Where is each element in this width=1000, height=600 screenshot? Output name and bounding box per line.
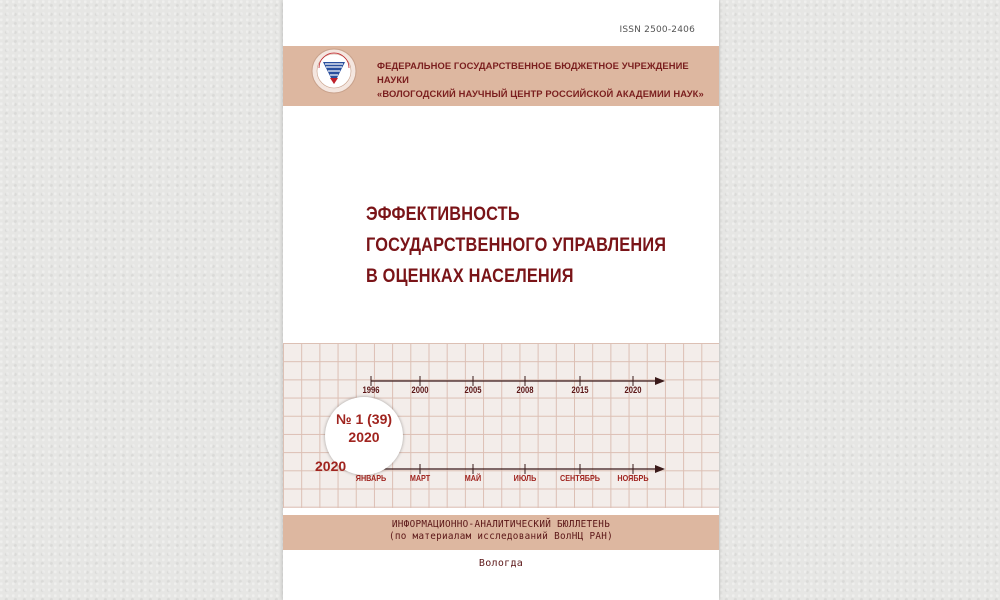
bulletin-line-1: ИНФОРМАЦИОННО-АНАЛИТИЧЕСКИЙ БЮЛЛЕТЕНЬ [391,519,611,530]
year-label: 2008 [516,385,534,395]
journal-cover [283,0,719,600]
bulletin-line-2: (по материалам исследований ВолНЦ РАН) [388,531,614,542]
organization-logo [311,48,357,94]
organization-name [377,59,707,101]
year-label: 2020 [624,385,642,395]
years-axis-arrow [655,377,665,385]
bulletin-type [283,519,719,543]
month-label: СЕНТЯБРЬ [560,473,600,483]
organization-line-1: ФЕДЕРАЛЬНОЕ ГОСУДАРСТВЕННОЕ БЮДЖЕТНОЕ УЧРЕЖДЕНИЕ НАУКИ [377,60,689,85]
title-line-1: ЭФФЕКТИВНОСТЬ [366,204,520,225]
month-label: НОЯБРЬ [617,473,649,483]
year-label: 2000 [411,385,429,395]
issue-number: № 1 (39) [335,411,393,427]
month-label: МАРТ [409,473,431,483]
timeline-current-year: 2020 [315,458,347,474]
year-label: 2015 [571,385,589,395]
month-label: МАЙ [464,473,482,483]
month-label: ИЮЛЬ [513,473,537,483]
title-line-2: ГОСУДАРСТВЕННОГО УПРАВЛЕНИЯ [366,235,667,256]
title-line-3: В ОЦЕНКАХ НАСЕЛЕНИЯ [366,266,574,287]
month-label: ЯНВАРЬ [355,473,387,483]
year-label: 1996 [362,385,380,395]
year-label: 2005 [464,385,482,395]
issn: ISSN 2500-2406 [619,25,695,35]
bulletin-title [366,199,666,292]
issue-year: 2020 [348,429,380,445]
organization-line-2: «ВОЛОГОДСКИЙ НАУЧНЫЙ ЦЕНТР РОССИЙСКОЙ АКАДЕМИИ НАУК» [377,88,704,99]
months-axis-arrow [655,465,665,473]
city: Вологда [478,558,524,569]
